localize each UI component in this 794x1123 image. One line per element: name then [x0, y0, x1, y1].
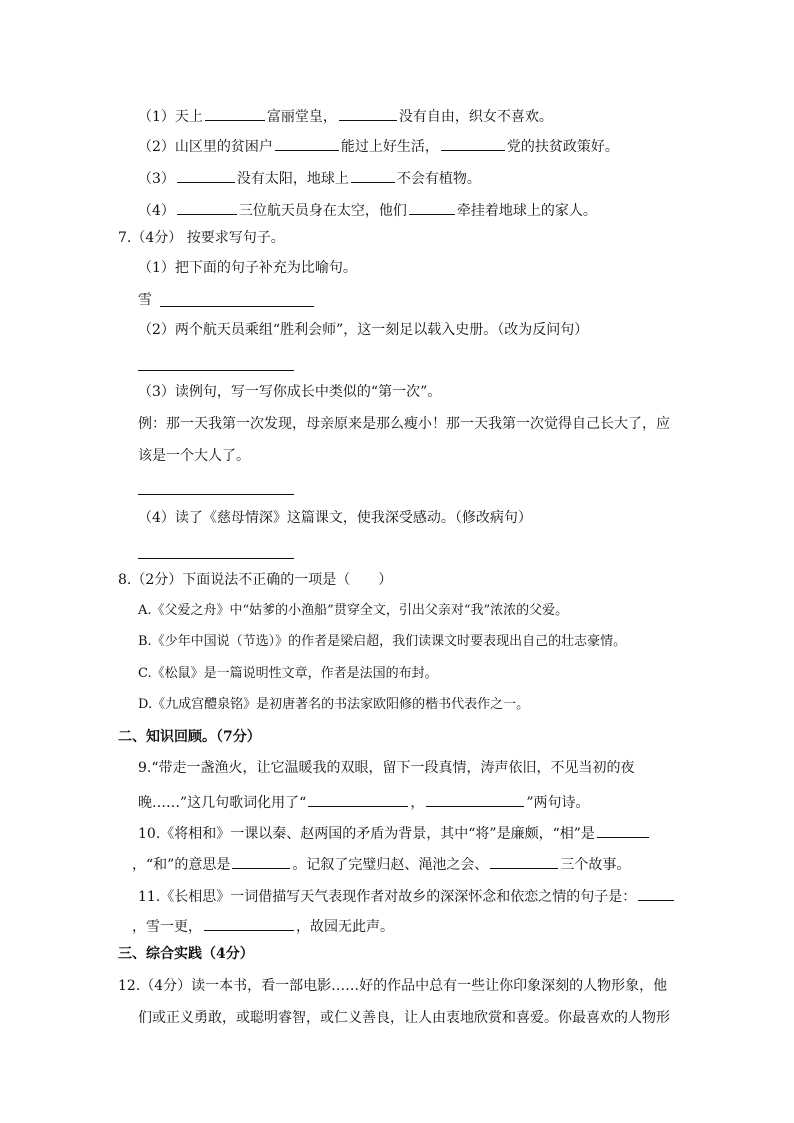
q6-s4-part-a: （4） — [138, 203, 175, 219]
answer-line[interactable] — [138, 370, 294, 371]
section-3-heading: 三、综合实践（4分） — [118, 946, 254, 962]
answer-blank[interactable] — [490, 852, 558, 869]
q7-lead-word: 雪 — [138, 292, 152, 308]
q11-text-b: ，故园无此声。 — [296, 919, 394, 935]
answer-blank[interactable] — [204, 914, 294, 931]
answer-blank[interactable] — [232, 852, 290, 869]
q11-line-1 — [138, 884, 676, 907]
q6-s4-part-b: 三位航天员身在太空，他们 — [238, 203, 407, 219]
q10-text-c: 三个故事。 — [560, 857, 631, 873]
q7-part-4: （4）读了《慈母情深》这篇课文，使我深受感动。（修改病句） — [138, 510, 532, 526]
answer-line[interactable] — [160, 306, 314, 307]
answer-blank[interactable] — [308, 790, 408, 807]
q6-sentence-4 — [138, 198, 597, 221]
q10-text-1: 10.《将相和》一课以秦、赵两国的矛盾为背景，其中“将”是廉颇，“相”是 — [138, 826, 595, 842]
q6-s3-part-b: 没有太阳，地球上 — [236, 171, 349, 187]
answer-blank[interactable] — [597, 821, 649, 838]
q6-s2-part-a: （2）山区里的贫困户 — [138, 139, 273, 155]
q6-s1-part-b: 富丽堂皇， — [266, 109, 337, 125]
q9-text-a: 晚……”这几句歌词化用了“ — [138, 795, 307, 811]
q12-line-1: 12.（4分）读一本书，看一部电影……好的作品中总有一些让你印象深刻的人物形象，他 — [118, 978, 668, 994]
q9-text-c: ”两句诗。 — [526, 795, 590, 811]
q8-option-c[interactable]: C.《松鼠》是一篇说明性文章，作者是法国的布封。 — [138, 666, 438, 681]
answer-blank[interactable] — [177, 166, 235, 183]
q6-s1-part-c: 没有自由，织女不喜欢。 — [398, 109, 553, 125]
q11-text-a: ，雪一更， — [132, 919, 202, 935]
answer-blank[interactable] — [409, 198, 455, 215]
answer-blank[interactable] — [275, 134, 339, 151]
q7-part-1: （1）把下面的句子补充为比喻句。 — [138, 260, 357, 276]
q9-line-1: 9.“带走一盏渔火，让它温暖我的双眼，留下一段真情，涛声依旧，不见当初的夜 — [138, 760, 635, 776]
answer-line[interactable] — [138, 558, 294, 559]
q12-line-2: 们或正义勇敢，或聪明睿智，或仁义善良，让人由衷地欣赏和喜爱。你最喜欢的人物形 — [138, 1010, 670, 1026]
q6-s1-part-a: （1）天上 — [138, 109, 203, 125]
q8-stem: 8.（2分）下面说法不正确的一项是（ ） — [118, 572, 393, 588]
q8-option-d[interactable]: D.《九成宫醴泉铭》是初唐著名的书法家欧阳修的楷书代表作之一。 — [138, 697, 530, 712]
answer-blank[interactable] — [441, 134, 505, 151]
q7-example-line-1: 例：那一天我第一次发现，母亲原来是那么瘦小！那一天我第一次觉得自己长大了，应 — [138, 416, 670, 432]
q9-line-2 — [138, 790, 590, 813]
q10-line-2 — [132, 852, 630, 875]
q9-text-b: ， — [410, 795, 425, 811]
answer-blank[interactable] — [177, 198, 237, 215]
q6-s4-part-c: 牵挂着地球上的家人。 — [456, 203, 597, 219]
q8-option-a[interactable]: A.《父爱之舟》中“姑爹的小渔船”贯穿全文，引出父亲对“我”浓浓的父爱。 — [138, 603, 569, 618]
q7-part-3: （3）读例句，写一写你成长中类似的“第一次”。 — [138, 384, 442, 400]
q11-line-2 — [132, 914, 394, 937]
q10-text-a: ，“和”的意思是 — [132, 857, 231, 873]
q8-option-b[interactable]: B.《少年中国说（节选）》的作者是梁启超，我们读课文时要表现出自己的壮志豪情。 — [138, 634, 627, 649]
q7-example-line-2: 该是一个大人了。 — [138, 448, 250, 464]
q6-s2-part-b: 能过上好生活， — [340, 139, 439, 155]
q10-line-1 — [138, 821, 651, 844]
q6-s3-part-c: 不会有植物。 — [396, 171, 481, 187]
q6-s2-part-c: 党的扶贫政策好。 — [506, 139, 619, 155]
q7-part-2: （2）两个航天员乘组“胜利会师”，这一刻足以载入史册。（改为反问句） — [138, 322, 589, 338]
q6-sentence-2 — [138, 134, 619, 157]
answer-blank[interactable] — [426, 790, 524, 807]
q6-s3-part-a: （3） — [138, 171, 175, 187]
q11-text-1: 11.《长相思》一词借描写天气表现作者对故乡的深深怀念和依恋之情的句子是： — [138, 889, 637, 905]
q6-sentence-3 — [138, 166, 481, 189]
section-2-heading: 二、知识回顾。（7分） — [118, 729, 261, 745]
answer-blank[interactable] — [339, 104, 397, 121]
q7-stem: 7.（4分） 按要求写句子。 — [118, 230, 285, 246]
q6-sentence-1 — [138, 104, 553, 127]
answer-blank[interactable] — [638, 884, 674, 901]
q7-part-1-lead — [138, 290, 152, 310]
answer-blank[interactable] — [351, 166, 395, 183]
q10-text-b: 。记叙了完璧归赵、渑池之会、 — [292, 857, 489, 873]
answer-blank[interactable] — [205, 104, 265, 121]
answer-line[interactable] — [138, 494, 294, 495]
